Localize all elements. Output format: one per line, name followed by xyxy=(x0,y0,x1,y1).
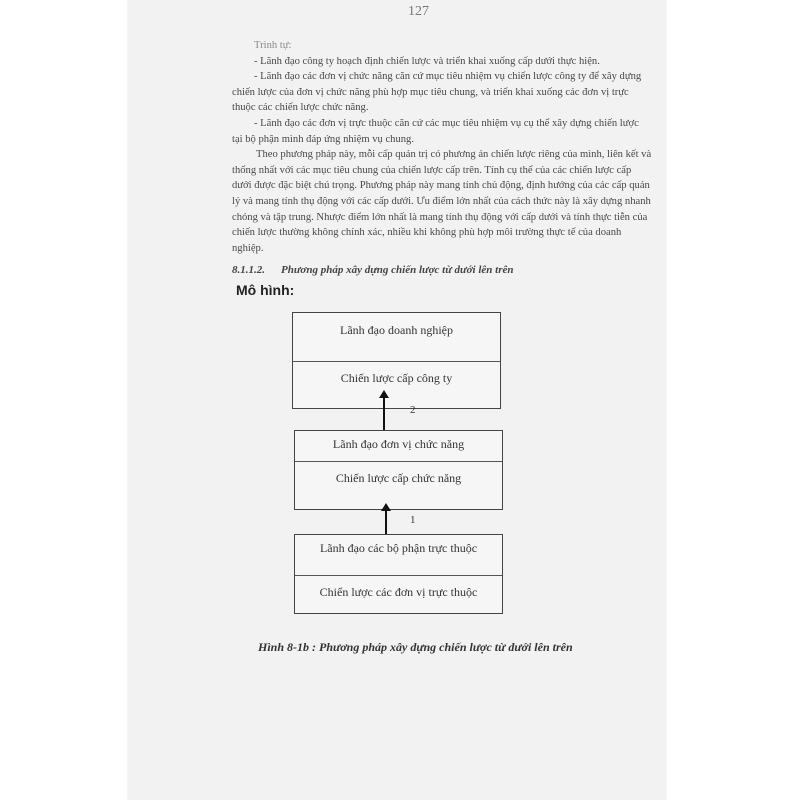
steps-label: Trình tự: xyxy=(254,40,292,51)
top-box-divider xyxy=(293,361,500,362)
section-title: Phương pháp xây dựng chiến lược từ dưới lên trên xyxy=(281,264,514,276)
model-label: Mô hình: xyxy=(236,282,295,298)
bottom-box-divider xyxy=(295,575,502,576)
section-heading xyxy=(232,264,513,276)
step-line-1: - Lãnh đạo công ty hoạch định chiến lược và triển khai xuống cấp dưới thực hiện. xyxy=(254,55,600,67)
bottom-box-lower-label: Chiến lược các đơn vị trực thuộc xyxy=(319,585,478,599)
diagram-bottom-box xyxy=(294,534,503,614)
diagram-top-box xyxy=(292,312,501,409)
document-page xyxy=(128,0,666,800)
middle-box-upper-label: Lãnh đạo đơn vị chức năng xyxy=(332,437,465,451)
middle-box-lower-label: Chiến lược cấp chức năng xyxy=(335,471,462,485)
arrow-up-1 xyxy=(385,510,387,536)
page-number: 127 xyxy=(408,4,429,19)
figure-caption: Hình 8-1b : Phương pháp xây dựng chiến lược từ dưới lên trên xyxy=(258,640,573,654)
method-paragraph: Theo phương pháp này, mỗi cấp quản trị có phương án chiến lược riêng của mình, liên kết và thống nhất với các mục tiêu chung của chiến lược cấp trên. Tính cụ thể của các chiến lược cấp dưới được đặc biệt chú trọng. Phương pháp này mang tính chủ động, định hướng của các cấp quản lý và mang tính thụ động với các cấp dưới. Ưu điểm lớn nhất của cách thức này là xây dựng nhanh chóng và tập trung. Nhược điểm lớn nhất là mang tính thụ động với cấp dưới và tính thực tiễn của chiến lược thường không chính xác, nhiều khi không phù hợp môi trường thực tế của doanh nghiệp. xyxy=(232,149,652,254)
body-text xyxy=(232,38,652,256)
arrow-up-2 xyxy=(383,397,385,433)
section-number: 8.1.1.2. xyxy=(232,264,265,276)
bottom-box-upper-label: Lãnh đạo các bộ phận trực thuộc xyxy=(319,541,478,555)
top-box-upper-label: Lãnh đạo doanh nghiệp xyxy=(340,323,453,337)
top-box-lower-label: Chiến lược cấp công ty xyxy=(340,371,453,385)
arrow-2-label: 2 xyxy=(410,404,416,416)
middle-box-divider xyxy=(295,461,502,462)
step-line-2: - Lãnh đạo các đơn vị chức năng căn cứ mục tiêu nhiệm vụ chiến lược công ty để xây dựng chiến lược của đơn vị chức năng phù hợp mục tiêu chung, và triển khai xuống các đơn vị trực thuộc các chiến lược chức năng. xyxy=(232,71,642,114)
step-line-3: - Lãnh đạo các đơn vị trực thuộc căn cứ các mục tiêu nhiệm vụ cụ thể xây dựng chiến lược tại bộ phận mình đáp ứng nhiệm vụ chung. xyxy=(232,117,639,145)
arrow-1-label: 1 xyxy=(410,514,416,526)
diagram-middle-box xyxy=(294,430,503,510)
